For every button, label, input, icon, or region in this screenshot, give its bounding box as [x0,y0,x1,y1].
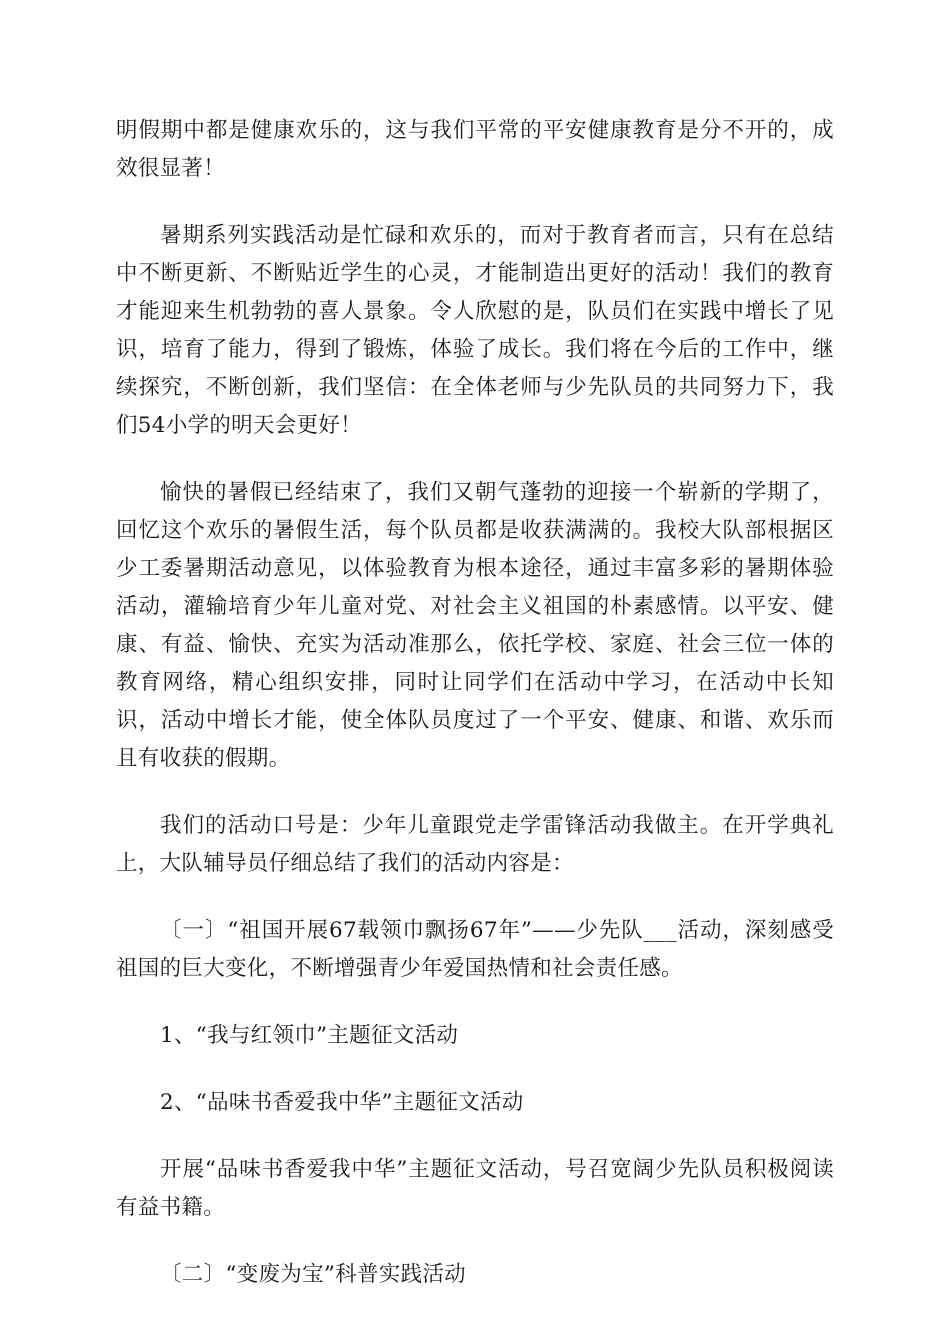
paragraph-continuation: 明假期中都是健康欢乐的，这与我们平常的平安健康教育是分不开的，成效很显著！ [116,118,834,181]
document-body [116,112,834,1323]
paragraph-section-one: 〔一〕“祖国开展67载领巾飘扬67年”——少先队___活动，深刻感受祖国的巨大变化，不断增强青少年爱国热情和社会责任感。 [116,918,834,981]
paragraph-section-two: 〔二〕“变废为宝”科普实践活动 [160,1262,466,1287]
paragraph-slogan: 我们的活动口号是：少年儿童跟党走学雷锋活动我做主。在开学典礼上，大队辅导员仔细总结了我们的活动内容是： [116,813,834,876]
list-item-essay-2: 2、“品味书香爱我中华”主题征文活动 [160,1090,524,1115]
paragraph-summer-activities: 暑期系列实践活动是忙碌和欢乐的，而对于教育者而言，只有在总结中不断更新、不断贴近学生的心灵，才能制造出更好的活动！我们的教育才能迎来生机勃勃的喜人景象。令人欣慰的是，队员们在实践中增长了见识，培育了能力，得到了锻炼，体验了成长。我们将在今后的工作中，继续探究，不断创新，我们坚信：在全体老师与少先队员的共同努力下，我们54小学的明天会更好！ [116,223,834,438]
list-item-essay-1: 1、“我与红领巾”主题征文活动 [160,1023,459,1048]
paragraph-reading: 开展“品味书香爱我中华”主题征文活动，号召宽阔少先队员积极阅读有益书籍。 [116,1157,834,1220]
paragraph-summer-review: 愉快的暑假已经结束了，我们又朝气蓬勃的迎接一个崭新的学期了，回忆这个欢乐的暑假生活，每个队员都是收获满满的。我校大队部根据区少工委暑期活动意见，以体验教育为根本途径，通过丰富多彩的暑期体验活动，灌输培育少年儿童对党、对社会主义祖国的朴素感情。以平安、健康、有益、愉快、充实为活动准那么，依托学校、家庭、社会三位一体的教育网络，精心组织安排，同时让同学们在活动中学习，在活动中长知识，活动中增长才能，使全体队员度过了一个平安、健康、和谐、欢乐而且有收获的假期。 [116,480,834,771]
